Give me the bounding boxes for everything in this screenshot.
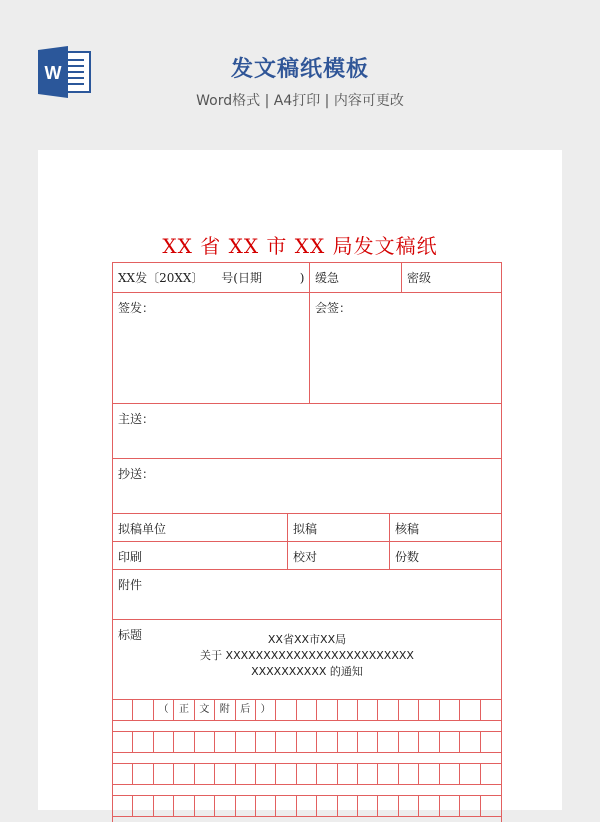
document-paper xyxy=(38,150,562,810)
body-grid-cell xyxy=(195,732,215,752)
body-grid-cell xyxy=(113,700,133,720)
row-sign xyxy=(113,292,501,403)
copies-cell: 份数 xyxy=(389,542,501,569)
verify-cell: 核稿 xyxy=(389,514,501,541)
body-grid-cell xyxy=(481,700,501,720)
body-grid-cell xyxy=(215,764,235,784)
body-grid-cell xyxy=(481,764,501,784)
body-grid-cell xyxy=(215,796,235,816)
body-grid-cell xyxy=(358,764,378,784)
proof-cell: 校对 xyxy=(287,542,389,569)
body-grid-row xyxy=(113,795,501,817)
body-grid-cell xyxy=(276,764,296,784)
body-grid-cell xyxy=(276,796,296,816)
secret-level-cell: 密级 xyxy=(401,263,501,292)
print-cell: 印刷 xyxy=(118,550,143,564)
body-grid-cell xyxy=(276,700,296,720)
body-grid-cell xyxy=(236,764,256,784)
body-grid-cell xyxy=(399,764,419,784)
body-grid-cell xyxy=(440,700,460,720)
body-grid-cell xyxy=(317,700,337,720)
body-grid-cell xyxy=(338,796,358,816)
body-grid-cell xyxy=(460,700,480,720)
body-grid-cell: 附 xyxy=(215,700,235,720)
body-grid-cell xyxy=(256,796,276,816)
body-grid-cell xyxy=(440,796,460,816)
page-subtitle: Word格式 | A4打印 | 内容可更改 xyxy=(196,93,404,109)
body-grid-cell xyxy=(195,796,215,816)
word-icon-letter: W xyxy=(44,63,62,83)
body-grid-cell xyxy=(338,764,358,784)
subject-label: 标题 xyxy=(118,628,143,642)
row-doc-number xyxy=(113,262,501,292)
body-grid-cell xyxy=(419,796,439,816)
body-grid-cell xyxy=(338,732,358,752)
urgency-cell: 缓急 xyxy=(309,263,401,292)
row-print xyxy=(113,541,501,569)
row-main-send xyxy=(113,403,501,458)
body-grid-cell xyxy=(419,700,439,720)
body-grid-cell xyxy=(297,764,317,784)
body-grid-cell xyxy=(317,732,337,752)
subject-line-2: 关于 XXXXXXXXXXXXXXXXXXXXXXXXX xyxy=(200,649,414,662)
body-grid-cell xyxy=(297,700,317,720)
header xyxy=(0,0,600,150)
body-grid-cell xyxy=(399,796,419,816)
cc-cell: 抄送： xyxy=(118,467,155,481)
body-grid-cell xyxy=(276,732,296,752)
body-grid-cell xyxy=(133,700,153,720)
body-grid-cell xyxy=(399,700,419,720)
body-grid-cell xyxy=(378,764,398,784)
drafter-cell: 拟稿 xyxy=(287,514,389,541)
subject-line-1: XX省XX市XX局 xyxy=(267,633,347,646)
doc-number-label: XX发〔20XX〕 xyxy=(118,271,204,285)
body-grid-cell xyxy=(215,732,235,752)
main-send-cell: 主送： xyxy=(118,412,155,426)
body-grid-cell xyxy=(481,732,501,752)
body-grid-cell xyxy=(419,764,439,784)
body-grid-cell: ） xyxy=(256,700,276,720)
body-grid-cell xyxy=(297,732,317,752)
body-grid-cell xyxy=(358,700,378,720)
body-grid-cell xyxy=(378,796,398,816)
body-grid-cell xyxy=(133,796,153,816)
body-grid-cell xyxy=(113,796,133,816)
row-subject xyxy=(113,619,501,689)
body-grid-cell xyxy=(113,732,133,752)
countersign-cell: 会签： xyxy=(309,293,501,403)
body-grid-cell xyxy=(195,764,215,784)
body-grid-cell: 文 xyxy=(195,700,215,720)
body-grid-row xyxy=(113,763,501,785)
body-grid-cell xyxy=(154,732,174,752)
body-grid-cell xyxy=(236,796,256,816)
body-grid-cell xyxy=(174,764,194,784)
body-grid-cell: （ xyxy=(154,700,174,720)
body-grid-cell xyxy=(481,796,501,816)
draft-unit-cell: 拟稿单位 xyxy=(118,522,167,536)
body-grid-cell xyxy=(440,764,460,784)
body-grid-cell xyxy=(133,732,153,752)
body-grid-cell xyxy=(154,796,174,816)
form-title: XX 省 XX 市 XX 局发文稿纸 xyxy=(162,234,438,258)
body-grid-cell xyxy=(460,732,480,752)
body-grid-cell xyxy=(256,732,276,752)
form-grid xyxy=(112,262,502,822)
body-grid-cell xyxy=(378,700,398,720)
body-grid-cell xyxy=(154,764,174,784)
body-grid-cell xyxy=(317,764,337,784)
body-grid-row xyxy=(113,731,501,753)
body-grid-cell xyxy=(113,764,133,784)
row-cc xyxy=(113,458,501,513)
body-grid-row xyxy=(113,699,501,721)
doc-date-close: ) xyxy=(299,271,305,285)
body-grid-cell xyxy=(317,796,337,816)
body-grid-cell xyxy=(358,732,378,752)
body-grid-cell xyxy=(399,732,419,752)
body-grid-cell xyxy=(378,732,398,752)
doc-number-cell xyxy=(113,263,309,292)
body-grid-cell xyxy=(460,796,480,816)
issue-sign-cell: 签发： xyxy=(118,301,155,315)
body-grid-cell xyxy=(419,732,439,752)
body-grid-cell: 后 xyxy=(236,700,256,720)
body-grid-cell: 正 xyxy=(174,700,194,720)
attachment-cell: 附件 xyxy=(118,578,143,592)
page-title: 发文稿纸模板 xyxy=(230,57,369,82)
row-attachment xyxy=(113,569,501,619)
doc-date-label: 号(日期 xyxy=(221,271,262,285)
body-grid-cell xyxy=(174,796,194,816)
body-grid-cell xyxy=(133,764,153,784)
body-grid-cell xyxy=(338,700,358,720)
body-grid-cell xyxy=(236,732,256,752)
body-grid-cell xyxy=(358,796,378,816)
body-grid-cell xyxy=(440,732,460,752)
subject-line-3: XXXXXXXXXX 的通知 xyxy=(251,665,363,678)
body-grid-cell xyxy=(460,764,480,784)
body-grid-cell xyxy=(256,764,276,784)
body-grid-cell xyxy=(174,732,194,752)
row-draft xyxy=(113,513,501,541)
body-grid-cell xyxy=(297,796,317,816)
